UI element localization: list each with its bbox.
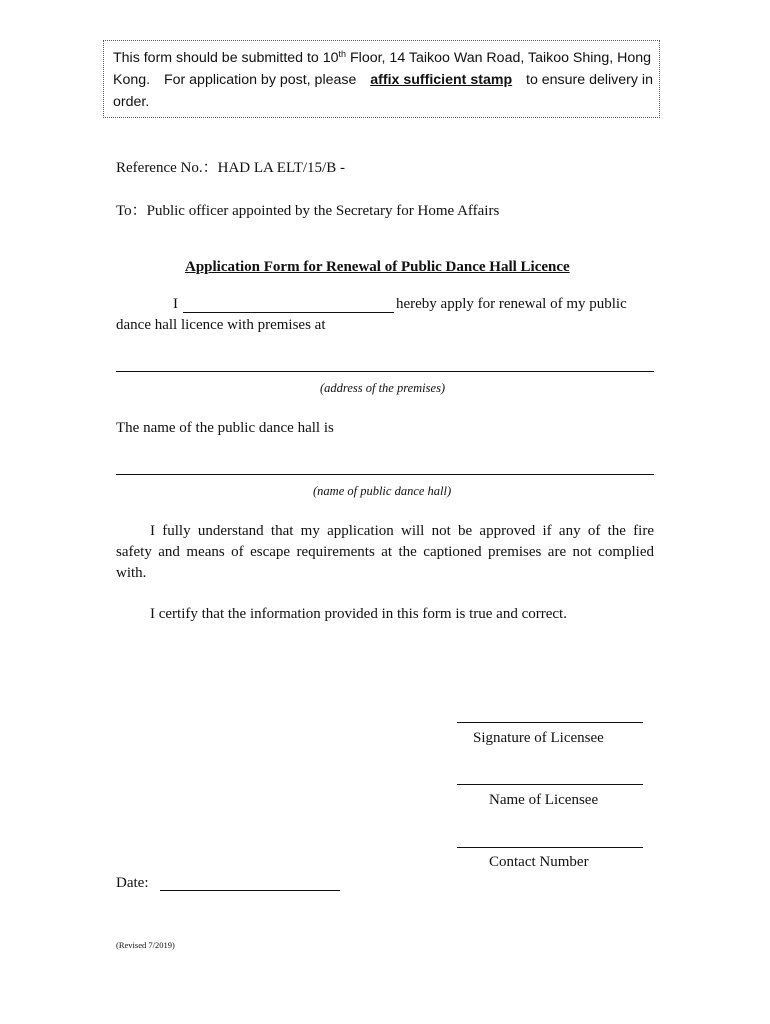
hall-name-label: The name of the public dance hall is (116, 420, 334, 436)
notice-line-1-a: This form should be submitted to 10 (113, 50, 339, 66)
date-label: Date: (116, 875, 149, 891)
address-caption: (address of the premises) (320, 381, 446, 395)
notice-line-3: order. (113, 94, 150, 110)
notice-line-2-b: For application by post, please (163, 72, 357, 88)
apply-suffix: hereby apply for renewal of my public (396, 296, 627, 312)
understand-line-2: safety and means of escape requirements at the captioned premises are not complied (116, 544, 654, 560)
signature-field[interactable] (457, 722, 643, 723)
date-field[interactable] (160, 890, 340, 891)
notice-line-1-b: Floor, 14 Taikoo Wan Road, Taikoo Shing, Hong (346, 50, 652, 66)
notice-line-2-a: Kong. (113, 72, 151, 88)
notice-emphasis: affix sufficient stamp (370, 72, 513, 88)
notice-line-1-sup: th (338, 49, 347, 59)
notice-line-1 (113, 47, 653, 69)
notice-line-2 (113, 69, 653, 91)
applicant-name-field[interactable] (183, 312, 394, 313)
apply-prefix: I (173, 296, 178, 312)
contact-label: Contact Number (489, 854, 589, 870)
understand-line-1: I fully understand that my application will not be approved if any of the fire (150, 523, 654, 539)
name-label: Name of Licensee (489, 792, 599, 808)
signature-label: Signature of Licensee (473, 730, 604, 746)
apply-line-2: dance hall licence with premises at (116, 317, 326, 333)
hall-name-field[interactable] (116, 474, 654, 475)
form-title: Application Form for Renewal of Public Dance Hall Licence (185, 259, 570, 275)
hall-name-caption: (name of public dance hall) (313, 484, 452, 498)
submission-notice (103, 40, 660, 118)
addressee: To：Public officer appointed by the Secretary for Home Affairs (116, 203, 500, 219)
certify-statement: I certify that the information provided in this form is true and correct. (150, 606, 567, 622)
reference-number: Reference No.：HAD LA ELT/15/B - (116, 160, 345, 176)
licensee-name-field[interactable] (457, 784, 643, 785)
premises-address-field[interactable] (116, 371, 654, 372)
contact-number-field[interactable] (457, 847, 643, 848)
revision-note: (Revised 7/2019) (116, 940, 175, 950)
notice-line-2-c: to ensure delivery in (526, 72, 653, 88)
understand-line-3: with. (116, 565, 147, 581)
